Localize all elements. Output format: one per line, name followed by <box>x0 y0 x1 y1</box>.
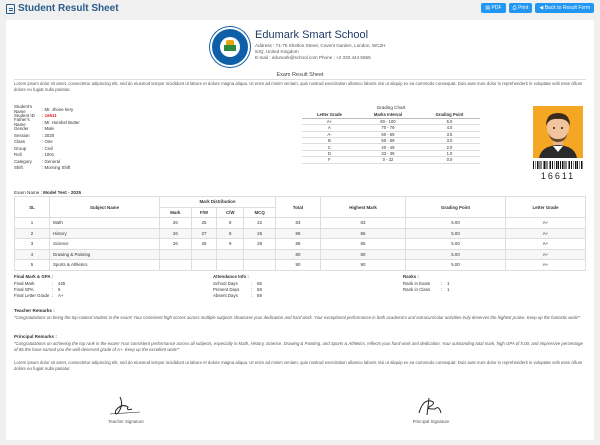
cell-m: 26 <box>160 218 192 229</box>
col-mcq: MCQ <box>244 207 276 218</box>
cell-mcq: 28 <box>244 239 276 250</box>
ranks-info <box>403 274 449 293</box>
cell-m <box>160 260 192 271</box>
student-info-key: Group <box>14 145 27 151</box>
table-row <box>15 239 586 250</box>
cell-fw: 25 <box>191 218 217 229</box>
att-row: School Days : 65 <box>213 281 262 286</box>
col-fw: F/W <box>191 207 217 218</box>
cell-sl: 5 <box>15 260 50 271</box>
cell-highest: 85 <box>321 239 406 250</box>
intro-text: Lorem ipsum dolor sit amet, consectetur adipiscing elit, sed do eiusmod tempor incididunt ut labore et dolore magna aliqua. Ut enim ad minim veniam, quis nostrud exercitation ullamco laboris nisi ut aliquip ex ea commodo consequat. Duis aute irure dolor in reprehenderit in voluptate velit esse cillum dolore eu fugiat nulla pariatur. <box>14 81 583 92</box>
cell-m: 26 <box>160 228 192 239</box>
student-info-value: : Mr. Humbel Butter <box>42 119 80 125</box>
teacher-signature-mark <box>106 395 146 417</box>
barcode-number: 16611 <box>540 171 576 181</box>
col-letter-grade: Letter Grade <box>506 197 586 218</box>
grading-cell: 2.0 <box>419 144 480 150</box>
cell-lg: A+ <box>506 249 586 260</box>
cell-m <box>160 249 192 260</box>
cell-cw <box>217 260 244 271</box>
grading-cell: 50 - 59 <box>357 138 419 144</box>
grading-cell: 3.0 <box>419 138 480 144</box>
student-info-key: Roll <box>14 152 22 158</box>
pdf-icon: ▤ <box>485 5 491 11</box>
cell-fw: 27 <box>191 228 217 239</box>
cell-total: 86 <box>276 228 321 239</box>
grading-cell: 4.0 <box>419 125 480 131</box>
col-total: Total <box>276 197 321 218</box>
principal-remarks-text: "Congratulations on achieving the top rank in the exam! Your consistent performance across all subjects, especially in Math, History, Science, Drawing & Painting, and Sports & Athletics, reflects your hard work and dedication. Your outstanding total mark, high GPA of 5.00, and impressive percentage of 85.8% have earned you the well-deserved grade of A+. Keep up the excellent work!" <box>14 341 583 352</box>
grading-cell: A <box>302 125 357 131</box>
teacher-signature-label: Teacher Signature <box>108 419 144 424</box>
divider <box>14 79 586 80</box>
document-icon <box>6 4 15 14</box>
student-info-key: Class <box>14 139 25 145</box>
col-subject: Subject Name <box>50 197 160 218</box>
grading-cell: B <box>302 138 357 144</box>
principal-signature-mark <box>411 395 451 417</box>
cell-sl: 3 <box>15 239 50 250</box>
grading-cell: F <box>302 157 357 163</box>
header-actions <box>481 3 594 13</box>
table-row <box>15 218 586 229</box>
cell-gp: 5.00 <box>406 218 506 229</box>
cell-cw <box>217 249 244 260</box>
final-title: Final Mark & GPA : <box>14 274 54 279</box>
grading-cell: A+ <box>302 118 357 124</box>
final-row: Final Mark : 425 <box>14 281 66 286</box>
cell-gp: 5.00 <box>406 239 506 250</box>
grading-cell: C <box>302 144 357 150</box>
cell-highest: 90 <box>321 260 406 271</box>
marks-table <box>14 196 586 271</box>
teacher-signature <box>76 395 176 425</box>
cell-total: 88 <box>276 239 321 250</box>
col-cw: C/W <box>217 207 244 218</box>
table-row <box>15 260 586 271</box>
cell-highest: 80 <box>321 249 406 260</box>
student-info-value: : Mr. Jhone kery <box>42 106 74 112</box>
student-info-value: : Civil <box>42 145 53 151</box>
student-info-value: : 16611 <box>42 113 57 119</box>
col-highest: Highest Mark <box>321 197 406 218</box>
grading-chart <box>302 105 480 164</box>
cell-subject: Drawing & Painting <box>50 249 160 260</box>
student-barcode <box>533 161 583 169</box>
student-info-key: Student ID <box>14 113 35 119</box>
grading-cell: 5.0 <box>419 118 480 124</box>
grading-cell: 0 - 32 <box>357 157 419 163</box>
exam-name: Exam Name : Model Test - 2025 <box>14 190 82 195</box>
print-icon: ⎙ <box>512 5 517 11</box>
student-info-value: : General <box>42 158 61 164</box>
col-mark-distribution: Mark Distribution <box>160 197 276 208</box>
cell-fw <box>191 260 217 271</box>
student-photo <box>533 106 583 158</box>
student-info-value: : Male <box>42 126 54 132</box>
col-sl: SL <box>15 197 50 218</box>
cell-cw: 8 <box>217 218 244 229</box>
att-row: Present Days : 59 <box>213 287 262 292</box>
cell-total: 90 <box>276 260 321 271</box>
grading-cell: 1.0 <box>419 150 480 156</box>
cell-sl: 2 <box>15 228 50 239</box>
grading-cell: 3.5 <box>419 131 480 137</box>
cell-total: 80 <box>276 249 321 260</box>
cell-subject: Math <box>50 218 160 229</box>
grading-header: Grading Point <box>419 112 480 118</box>
cell-gp: 5.00 <box>406 228 506 239</box>
teacher-remarks-text: "Congratulations on being the top-ranked student in the exam! Your consistent high scores across multiple subjects showcase your dedication and hard work. Your exceptional performance in both academics and extracurricular activities truly deserves the highest praise. Keep up the fantastic work!" <box>14 315 581 320</box>
final-row: Final Letter Grade : A+ <box>14 293 64 298</box>
result-sheet <box>6 20 594 440</box>
student-info-key: Session <box>14 132 30 138</box>
cell-subject: History <box>50 228 160 239</box>
student-info-value: : 1001 <box>42 152 55 158</box>
grading-chart-title: Grading Chart <box>376 105 406 110</box>
cell-mcq: 22 <box>244 218 276 229</box>
grading-cell: 40 - 49 <box>357 144 419 150</box>
back-to-result-form-button[interactable]: ◀ Back to Result Form <box>535 3 594 13</box>
cell-cw: 9 <box>217 239 244 250</box>
grading-header: Marks Interval <box>357 112 419 118</box>
grading-cell: 80 - 100 <box>357 118 419 124</box>
student-info-value: : 2020 <box>42 132 55 138</box>
student-info-value: : Morning Shift <box>42 165 71 171</box>
cell-fw: 25 <box>191 239 217 250</box>
sheet-title: Exam Result Sheet <box>276 72 324 78</box>
col-grading-point: Grading Point <box>406 197 506 218</box>
final-mark-gpa <box>14 274 65 299</box>
att-row: Absent Days : 59 <box>213 293 262 298</box>
att-title: Attendance Info : <box>213 274 249 279</box>
cell-highest: 83 <box>321 218 406 229</box>
cell-cw: 8 <box>217 228 244 239</box>
cell-gp: 5.00 <box>406 260 506 271</box>
student-info-key: Shift <box>14 165 23 171</box>
student-info-value: : One <box>42 139 53 145</box>
student-info-key: Category <box>14 158 32 164</box>
grading-table <box>302 112 480 164</box>
cell-lg: A+ <box>506 218 586 229</box>
cell-highest: 86 <box>321 228 406 239</box>
rank-row: Rank in Class : 1 <box>403 287 450 292</box>
rank-row: Rank in Exam : 1 <box>403 281 450 286</box>
student-info-key: Gender <box>14 126 29 132</box>
teacher-remarks-title: Teacher Remarks : <box>14 308 55 313</box>
student-info-key: Student's Name <box>14 104 33 115</box>
student-info-row <box>14 165 174 172</box>
page-title: Student Result Sheet <box>6 3 119 14</box>
student-info-key: Father's Name <box>14 117 30 128</box>
school-name: Edumark Smart School <box>255 29 369 41</box>
closing-text: Lorem ipsum dolor sit amet, consectetur adipiscing elit, sed do eiusmod tempor incididunt ut labore et dolore magna aliqua. Ut enim ad minim veniam, quis nostrud exercitation ullamco laboris nisi ut aliquip ex ea commodo consequat. Duis aute irure dolor in reprehenderit in voluptate velit esse cillum dolore eu fugiat nulla pariatur. <box>14 360 583 371</box>
principal-signature-label: Principal Signature <box>412 419 450 424</box>
grading-cell: 33 - 39 <box>357 150 419 156</box>
table-row <box>15 228 586 239</box>
cell-mcq <box>244 249 276 260</box>
grading-cell: D <box>302 150 357 156</box>
final-row: Final GPA : 5 <box>14 287 61 292</box>
cell-subject: Sports & Athletics <box>50 260 160 271</box>
cell-total: 83 <box>276 218 321 229</box>
col-mark: Mark <box>160 207 192 218</box>
grading-cell: A- <box>302 131 357 137</box>
cell-m: 26 <box>160 239 192 250</box>
back-arrow-icon: ◀ <box>539 5 544 11</box>
cell-sl: 1 <box>15 218 50 229</box>
cell-mcq: 25 <box>244 228 276 239</box>
student-info <box>14 106 174 171</box>
page-header <box>0 0 600 18</box>
cell-sl: 4 <box>15 249 50 260</box>
cell-gp: 5.00 <box>406 249 506 260</box>
cell-lg: A+ <box>506 239 586 250</box>
grading-header: Letter Grade <box>302 112 357 118</box>
principal-remarks-title: Principal Remarks : <box>14 334 57 339</box>
grading-row <box>302 157 480 163</box>
pdf-button[interactable]: ▤ PDF <box>481 3 505 13</box>
attendance-info <box>213 274 262 299</box>
grading-cell: 70 - 79 <box>357 125 419 131</box>
cell-mcq <box>244 260 276 271</box>
cell-subject: Science <box>50 239 160 250</box>
grading-cell: 0.0 <box>419 157 480 163</box>
print-button[interactable]: ⎙ Print <box>509 3 533 13</box>
table-row <box>15 249 586 260</box>
school-address: Address : 71-75 Shelton Street, Covent Garden, London, WC2H 9JQ, United Kingdom E-mail : edumark@school.com Phone : +2 333 444 5555 <box>255 43 386 60</box>
cell-lg: A+ <box>506 228 586 239</box>
school-logo <box>210 27 250 67</box>
rank-title: Ranks : <box>403 274 419 279</box>
grading-cell: 60 - 69 <box>357 131 419 137</box>
cell-lg: A+ <box>506 260 586 271</box>
cell-fw <box>191 249 217 260</box>
principal-signature <box>381 395 481 425</box>
